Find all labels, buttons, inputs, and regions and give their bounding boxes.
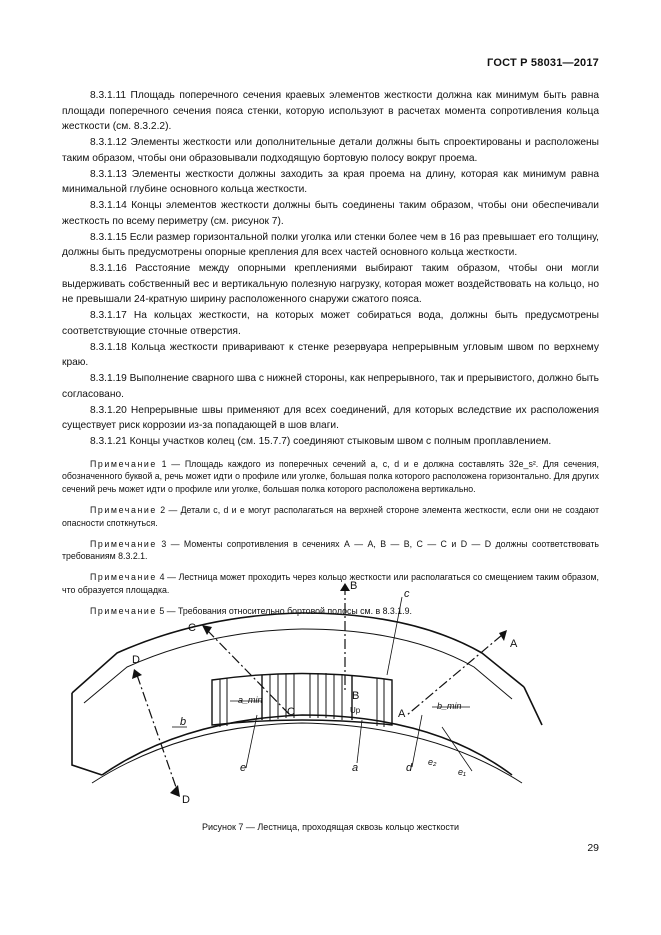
label-a: a: [352, 762, 359, 774]
paragraph-8-3-1-18: 8.3.1.18 Кольца жесткости приваривают к стенке резервуара непрерывным угловым швом по верхнему краю.: [62, 341, 599, 369]
note-label: Примечание: [90, 538, 157, 549]
note-label: Примечание: [90, 605, 157, 616]
paragraph-8-3-1-11: 8.3.1.11 Площадь поперечного сечения краевых элементов жесткости должна как минимум быть равна площади поперечного сечения пояса стенки, которую используют в расчетах момента сопротивления кольца жесткости (см. 8.3.2.2).: [62, 90, 599, 133]
label-A-right: A: [510, 638, 518, 650]
leader-d: [412, 715, 422, 767]
label-e2: e₂: [428, 757, 437, 767]
label-d: d: [406, 762, 413, 774]
label-up: Up: [350, 706, 361, 715]
leader-e-left: [246, 715, 257, 768]
ladder-ring-drawing: [62, 575, 599, 815]
paragraph-8-3-1-17: 8.3.1.17 На кольцах жесткости, на которых может собираться вода, должны быть предусмотрены соответствующие сточные отверстия.: [62, 310, 599, 337]
label-D-top: D: [132, 654, 140, 666]
ring-right-end: [524, 687, 542, 725]
figure-caption: Рисунок 7 — Лестница, проходящая сквозь кольцо жесткости: [201, 822, 460, 832]
document-body: [62, 88, 599, 618]
note-label: Примечание: [90, 458, 157, 469]
note-text: 5 — Требования относительно бортовой полосы см. в 8.3.1.9.: [156, 605, 412, 616]
paragraph-8-3-1-21: 8.3.1.21 Концы участков колец (см. 15.7.7) соединяют стыковым швом с полным проплавлением.: [90, 436, 552, 448]
label-e1: e₁: [458, 767, 466, 777]
tank-shell-arc: [102, 715, 512, 775]
leader-e1: [442, 727, 472, 771]
opening-frame-lines: [262, 675, 352, 720]
ring-left-end: [72, 693, 102, 775]
label-amin: a_min: [238, 695, 263, 705]
label-bmin: b_min: [437, 701, 462, 711]
paragraph-8-3-1-13: 8.3.1.13 Элементы жесткости должны заходить за края проема на длину, которая как минимум равна минимальной глубине основного кольца жесткости.: [62, 168, 599, 196]
ring-outer-edge: [72, 613, 524, 693]
section-arrows: [132, 583, 507, 797]
leader-c: [387, 597, 402, 675]
page-number: 29: [587, 842, 599, 854]
note-text: 1 — Площадь каждого из поперечных сечений a, c, d и e должна составлять 32e_s². Для сечения, обозначенного буквой a, речь может идти о профиле или уголке, большая полка которого расположена горизонтально. Для других сечений речь может идти о профиле или уголке, большая полка которого расположена вертикально.: [62, 458, 599, 495]
note-2: [62, 504, 599, 530]
note-1: [62, 458, 599, 496]
label-b: b: [180, 716, 187, 728]
note-label: Примечание: [90, 572, 157, 583]
label-B-top: B: [350, 580, 358, 592]
paragraph-8-3-1-15: 8.3.1.15 Если размер горизонтальной полки уголка или стенки более чем в 16 раз превышает его толщину, должны быть предусмотрены опорные крепления для всех частей основного кольца жесткости.: [62, 231, 599, 259]
section-line-d: [137, 675, 177, 790]
note-text: 2 — Детали c, d и e могут располагаться на верхней стороне элемента жесткости, если они не создают опасности споткнуться.: [62, 505, 599, 528]
label-D-bottom: D: [182, 794, 190, 806]
ladder-rungs: [270, 673, 342, 720]
note-3: [62, 538, 599, 564]
paragraph-8-3-1-19: 8.3.1.19 Выполнение сварного шва с нижней стороны, как непрерывного, так и прерывистого, должно быть согласовано.: [62, 373, 599, 400]
note-text: 3 — Моменты сопротивления в сечениях А — А, В — В, С — С и D — D должны соответствовать требованиям 8.3.2.1.: [62, 538, 599, 562]
label-e-left: e: [240, 762, 247, 774]
paragraph-8-3-1-12: 8.3.1.12 Элементы жесткости или дополнительные детали должны быть спроектированы и расположены таким образом, чтобы они образовывали подходящую бортовую полосу вокруг проема.: [62, 137, 599, 164]
label-A-inner: A: [398, 708, 406, 720]
label-C: C: [188, 622, 196, 634]
figure-7: [62, 575, 599, 815]
note-text: 4 — Лестница может проходить через кольцо жесткости или располагаться со смещением таким образом, что образуется площадка.: [62, 572, 599, 595]
paragraph-8-3-1-14: 8.3.1.14 Концы элементов жесткости должны быть соединены таким образом, чтобы они обеспечивали жесткость по всему периметру (см. рисунок 7).: [62, 200, 599, 227]
document-header: ГОСТ Р 58031—2017: [487, 57, 599, 69]
note-label: Примечание: [90, 505, 157, 516]
paragraph-8-3-1-16: 8.3.1.16 Расстояние между опорными креплениями выбирают таким образом, чтобы они могли выдерживать собственный вес и вертикальную полезную нагрузку, которая может воздействовать на кольцо, но не превышали 24-кратную ширину расположенного снаружи сжатого пояса.: [62, 263, 599, 306]
paragraph-8-3-1-20: 8.3.1.20 Непрерывные швы применяют для всех соединений, для которых вследствие их расположения существует риск коррозии из-за попадающей в шов влаги.: [62, 404, 599, 432]
label-B-inner: B: [352, 690, 360, 702]
label-c: c: [404, 588, 410, 600]
label-C-inner: C: [287, 706, 295, 718]
